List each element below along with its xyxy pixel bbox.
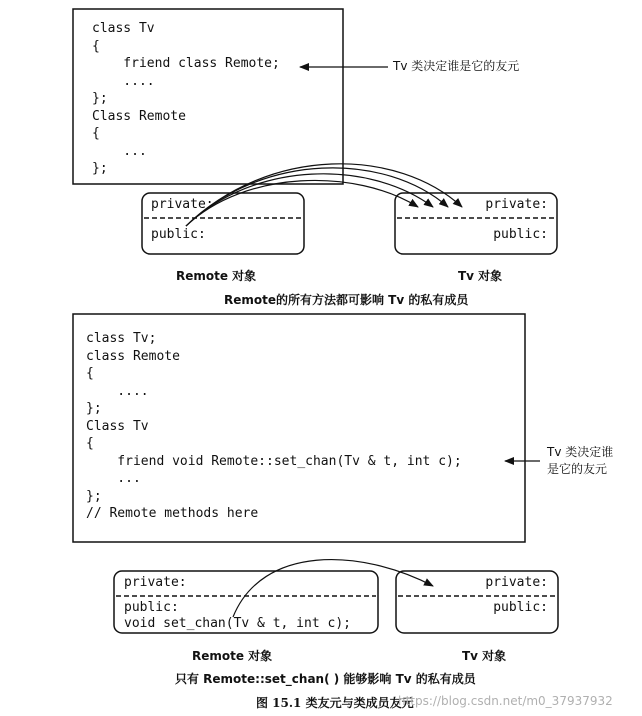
code-line: { — [92, 126, 100, 141]
code-line: { — [92, 38, 100, 54]
code-line: .... — [92, 73, 155, 89]
annotation-text-1: Tv 类决定谁是它的友元 — [393, 59, 520, 73]
annotation-text-2-line1: Tv 类决定谁 — [547, 445, 614, 459]
remote-public-label-2: public: — [124, 600, 179, 615]
remote-private-label-1: private: — [151, 197, 214, 212]
code-line: ... — [86, 471, 141, 486]
code-line: .... — [86, 383, 149, 399]
remote-method-label-2: void set_chan(Tv & t, int c); — [124, 616, 351, 631]
code-line: }; — [92, 91, 108, 106]
code-line: friend class Remote; — [92, 56, 280, 71]
remote-object-label-1: Remote 对象 — [176, 269, 257, 283]
figure-caption: 图 15.1 类友元与类成员友元 — [256, 696, 414, 710]
code-line: class Tv — [92, 21, 155, 36]
access-arrow — [186, 180, 418, 226]
access-arrow-2 — [233, 560, 433, 617]
remote-public-label-1: public: — [151, 227, 206, 242]
tv-object-label-2: Tv 对象 — [462, 649, 507, 663]
code-line: friend void Remote::set_chan(Tv & t, int c); — [86, 453, 462, 469]
code-listing-2 — [86, 330, 462, 523]
remote-object-label-2: Remote 对象 — [192, 649, 273, 663]
diagram-caption-1: Remote的所有方法都可影响 Tv 的私有成员 — [224, 293, 469, 307]
tv-object-label-1: Tv 对象 — [458, 269, 503, 283]
code-line: }; — [92, 161, 108, 176]
code-line: // Remote methods here — [86, 506, 259, 521]
code-line: ... — [92, 143, 147, 159]
code-line: Class Remote — [92, 108, 186, 124]
tv-public-label-2: public: — [493, 600, 548, 615]
code-line: class Tv; — [86, 331, 157, 346]
code-line: { — [86, 366, 94, 381]
remote-private-label-2: private: — [124, 575, 187, 590]
tv-private-label-1: private: — [485, 197, 548, 212]
watermark: https://blog.csdn.net/m0_37937932 — [398, 694, 613, 708]
diagram-caption-2: 只有 Remote::set_chan( ) 能够影响 Tv 的私有成员 — [175, 672, 476, 686]
code-listing-1 — [92, 20, 280, 178]
tv-private-label-2: private: — [485, 575, 548, 590]
code-line: class Remote — [86, 348, 180, 364]
code-line: { — [86, 436, 94, 451]
code-line: }; — [86, 401, 102, 416]
code-line: }; — [86, 488, 102, 504]
code-line: Class Tv — [86, 418, 149, 434]
annotation-text-2-line2: 是它的友元 — [547, 462, 608, 476]
tv-public-label-1: public: — [493, 227, 548, 242]
